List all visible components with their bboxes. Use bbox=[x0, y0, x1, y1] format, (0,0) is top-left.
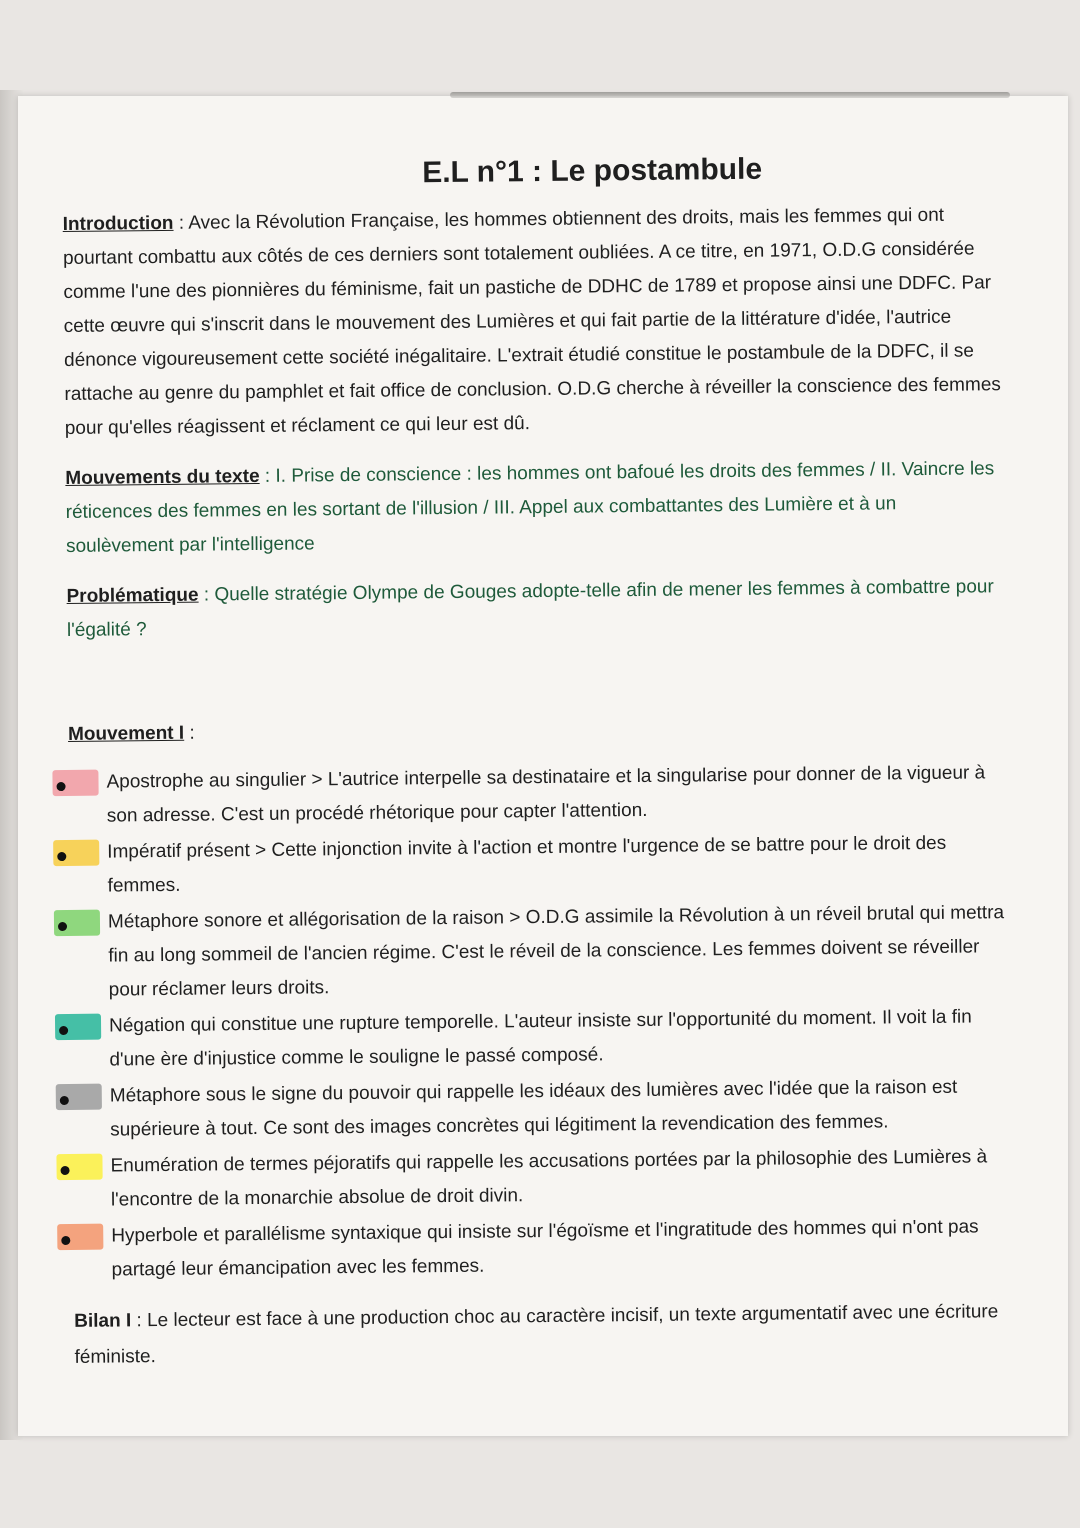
paper-fold bbox=[450, 92, 1010, 98]
mouvement1-label: Mouvement I bbox=[67, 722, 185, 745]
introduction-label: Introduction bbox=[62, 212, 174, 235]
introduction-text: : Avec la Révolution Française, les hommes obtiennent des droits, mais les femmes qui ont pourtant combattu aux côtés de ces derniers sont totalement oubliées. A ce titre, en 1971, O.D.G considérée comme l'une des pionnières du féminisme, fait un pastiche de DDHC de 1789 et propose ainsi une DDFC. Par cette œuvre qui s'inscrit dans le mouvement des Lumières et qui fait partie de la littérature d'idée, l'autrice dénonce vigoureusement cette société inégalitaire. L'extrait étudié constitue le postambule de la DDFC, il se rattache au genre du pamphlet et fait office de conclusion. O.D.G cherche à réveiller la conscience des femmes pour qu'elles réagissent et réclament ce qui leur est dû. bbox=[62, 204, 1001, 439]
highlight-marker bbox=[53, 840, 99, 866]
bullet-icon bbox=[59, 1026, 68, 1035]
highlight-marker bbox=[57, 1224, 103, 1250]
list-item-text: Métaphore sonore et allégorisation de la raison > O.D.G assimile la Révolution à un réveil brutal qui mettra fin au long sommeil de l'ancien régime. C'est le réveil de la conscience. Les femmes doivent se réveiller pour réclamer leurs droits. bbox=[107, 902, 1005, 1001]
introduction-paragraph bbox=[63, 198, 1005, 446]
mouvement1-heading bbox=[68, 710, 1008, 750]
bullet-icon bbox=[57, 782, 66, 791]
list-item bbox=[69, 826, 1010, 904]
bilan-paragraph bbox=[74, 1294, 1015, 1376]
bullet-icon bbox=[61, 1166, 70, 1175]
highlight-marker bbox=[54, 910, 100, 936]
mouvements-text: : I. Prise de conscience : les hommes ont bafoué les droits des femmes / II. Vaincre les réticences des femmes en les sortant de l'illusion / III. Appel aux combattantes des Lumière et à un soulèvement par l'intelligence bbox=[65, 458, 995, 557]
bullet-icon bbox=[58, 922, 67, 931]
mouvements-paragraph bbox=[65, 452, 1006, 564]
list-item bbox=[72, 1070, 1013, 1148]
list-item bbox=[72, 1140, 1013, 1218]
highlight-marker bbox=[56, 1084, 102, 1110]
mouvements-label: Mouvements du texte bbox=[65, 465, 260, 489]
highlight-marker bbox=[56, 1154, 102, 1180]
list-item-text: Métaphore sous le signe du pouvoir qui rappelle les idéaux des lumières avec l'idée que la raison est supérieure à tout. Ce sont des images concrètes qui légitiment la revendication des femmes. bbox=[109, 1076, 958, 1141]
bilan-text: : Le lecteur est face à une production choc au caractère incisif, un texte argumentatif avec une écriture féministe. bbox=[74, 1301, 999, 1368]
problematique-text: : Quelle stratégie Olympe de Gouges adopte-telle afin de mener les femmes à combattre pour l'égalité ? bbox=[66, 576, 994, 641]
bullet-icon bbox=[61, 1236, 70, 1245]
list-item bbox=[68, 756, 1009, 834]
bullet-icon bbox=[57, 852, 66, 861]
problematique-label: Problématique bbox=[66, 584, 199, 607]
list-item-text: Hyperbole et parallélisme syntaxique qui insiste sur l'égoïsme et l'ingratitude des hommes qui n'ont pas partagé leur émancipation avec les femmes. bbox=[111, 1216, 979, 1281]
bilan-label: Bilan I bbox=[74, 1310, 132, 1332]
list-item-text: Apostrophe au singulier > L'autrice interpelle sa destinataire et la singularise pour donner de la vigueur à son adresse. C'est un procédé rhétorique pour capter l'attention. bbox=[106, 762, 986, 827]
list-item bbox=[70, 896, 1011, 1008]
document-content bbox=[62, 150, 1015, 1376]
list-item bbox=[71, 1000, 1012, 1078]
highlight-marker bbox=[55, 1014, 101, 1040]
mouvement1-suffix: : bbox=[184, 722, 195, 744]
highlight-marker bbox=[52, 770, 98, 796]
mouvement1-list bbox=[68, 756, 1013, 1288]
list-item-text: Enumération de termes péjoratifs qui rappelle les accusations portées par la philosophie des Lumières à l'encontre de la monarchie absolue de droit divin. bbox=[110, 1146, 988, 1211]
list-item-text: Impératif présent > Cette injonction invite à l'action et montre l'urgence de se battre pour le droit des femmes. bbox=[107, 832, 947, 897]
bullet-icon bbox=[60, 1096, 69, 1105]
document-title: E.L n°1 : Le postambule bbox=[422, 152, 763, 190]
list-item-text: Négation qui constitue une rupture temporelle. L'auteur insiste sur l'opportunité du moment. Il voit la fin d'une ère d'injustice comme le souligne le passé composé. bbox=[108, 1006, 972, 1071]
problematique-paragraph bbox=[66, 570, 1007, 648]
list-item bbox=[73, 1210, 1014, 1288]
